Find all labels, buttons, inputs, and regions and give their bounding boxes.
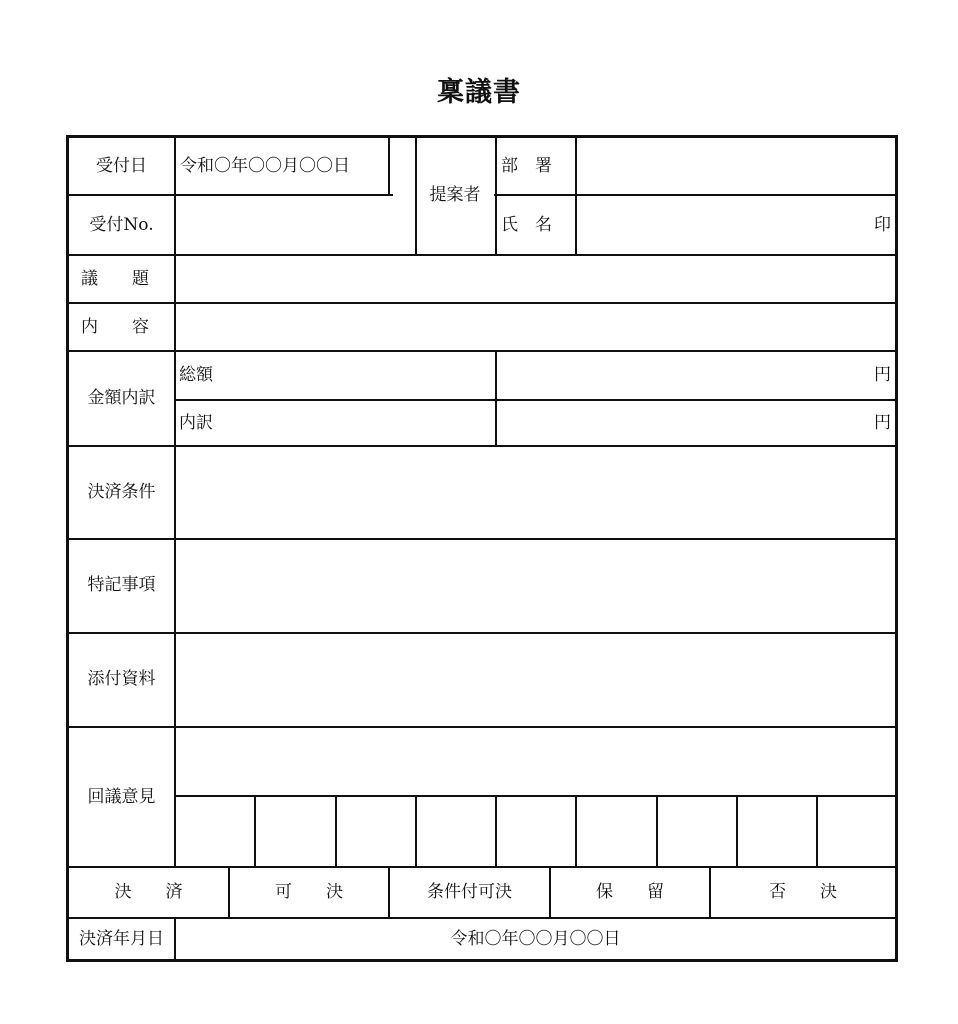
opinion-cell-divider bbox=[495, 795, 497, 866]
attachments-label: 添付資料 bbox=[87, 669, 156, 689]
row-divider bbox=[69, 445, 895, 447]
reject-label: 否 決 bbox=[769, 882, 837, 902]
opinion-cell-divider bbox=[816, 795, 818, 866]
row-divider bbox=[69, 866, 895, 868]
total-label: 総額 bbox=[179, 365, 213, 385]
opinion-cell-divider bbox=[254, 795, 256, 866]
ringi-form-table bbox=[66, 135, 898, 962]
receipt-no-label: 受付No. bbox=[89, 215, 154, 235]
decision-date-value: 令和〇年〇〇月〇〇日 bbox=[450, 929, 621, 949]
circulation-opinion-label: 回議意見 bbox=[87, 787, 156, 807]
amount-breakdown-label: 金額内訳 bbox=[87, 388, 156, 408]
row-divider bbox=[69, 726, 895, 728]
opinion-cell-divider bbox=[656, 795, 658, 866]
opinion-cell-divider bbox=[415, 795, 417, 866]
row-divider bbox=[69, 302, 895, 304]
seal-label: 印 bbox=[874, 215, 891, 235]
row-divider bbox=[174, 399, 895, 401]
row-divider bbox=[69, 538, 895, 540]
name-label: 氏 名 bbox=[501, 215, 552, 235]
document-title: 稟議書 bbox=[437, 77, 521, 108]
row-divider bbox=[69, 917, 895, 919]
approve-label: 可 決 bbox=[275, 882, 343, 902]
column-divider bbox=[388, 138, 390, 194]
column-divider bbox=[174, 138, 176, 866]
column-divider bbox=[495, 350, 497, 445]
row-divider bbox=[69, 632, 895, 634]
opinion-cell-divider bbox=[736, 795, 738, 866]
column-divider bbox=[495, 138, 497, 254]
hold-label: 保 留 bbox=[596, 882, 664, 902]
subject-label: 議 題 bbox=[81, 269, 149, 289]
department-label: 部 署 bbox=[501, 156, 552, 176]
settlement-conditions-label: 決済条件 bbox=[87, 482, 156, 502]
decision-date-label: 決済年月日 bbox=[79, 929, 164, 949]
row-divider bbox=[174, 795, 895, 797]
decision-label: 決 済 bbox=[114, 882, 183, 902]
row-divider bbox=[69, 254, 895, 256]
opinion-cell-divider bbox=[335, 795, 337, 866]
row-divider bbox=[69, 194, 393, 196]
opinion-cell-divider bbox=[575, 795, 577, 866]
breakdown-unit: 円 bbox=[874, 413, 891, 433]
row-divider bbox=[494, 194, 895, 196]
proposer-label: 提案者 bbox=[429, 185, 481, 205]
receipt-date-value: 令和〇年〇〇月〇〇日 bbox=[180, 156, 350, 176]
conditional-approve-label: 条件付可決 bbox=[427, 882, 512, 902]
column-divider bbox=[575, 138, 577, 254]
breakdown-label: 内訳 bbox=[179, 413, 213, 433]
total-unit: 円 bbox=[874, 365, 891, 385]
row-divider bbox=[69, 350, 895, 352]
special-notes-label: 特記事項 bbox=[87, 575, 156, 595]
content-label: 内 容 bbox=[81, 317, 149, 337]
receipt-date-label: 受付日 bbox=[96, 156, 147, 176]
